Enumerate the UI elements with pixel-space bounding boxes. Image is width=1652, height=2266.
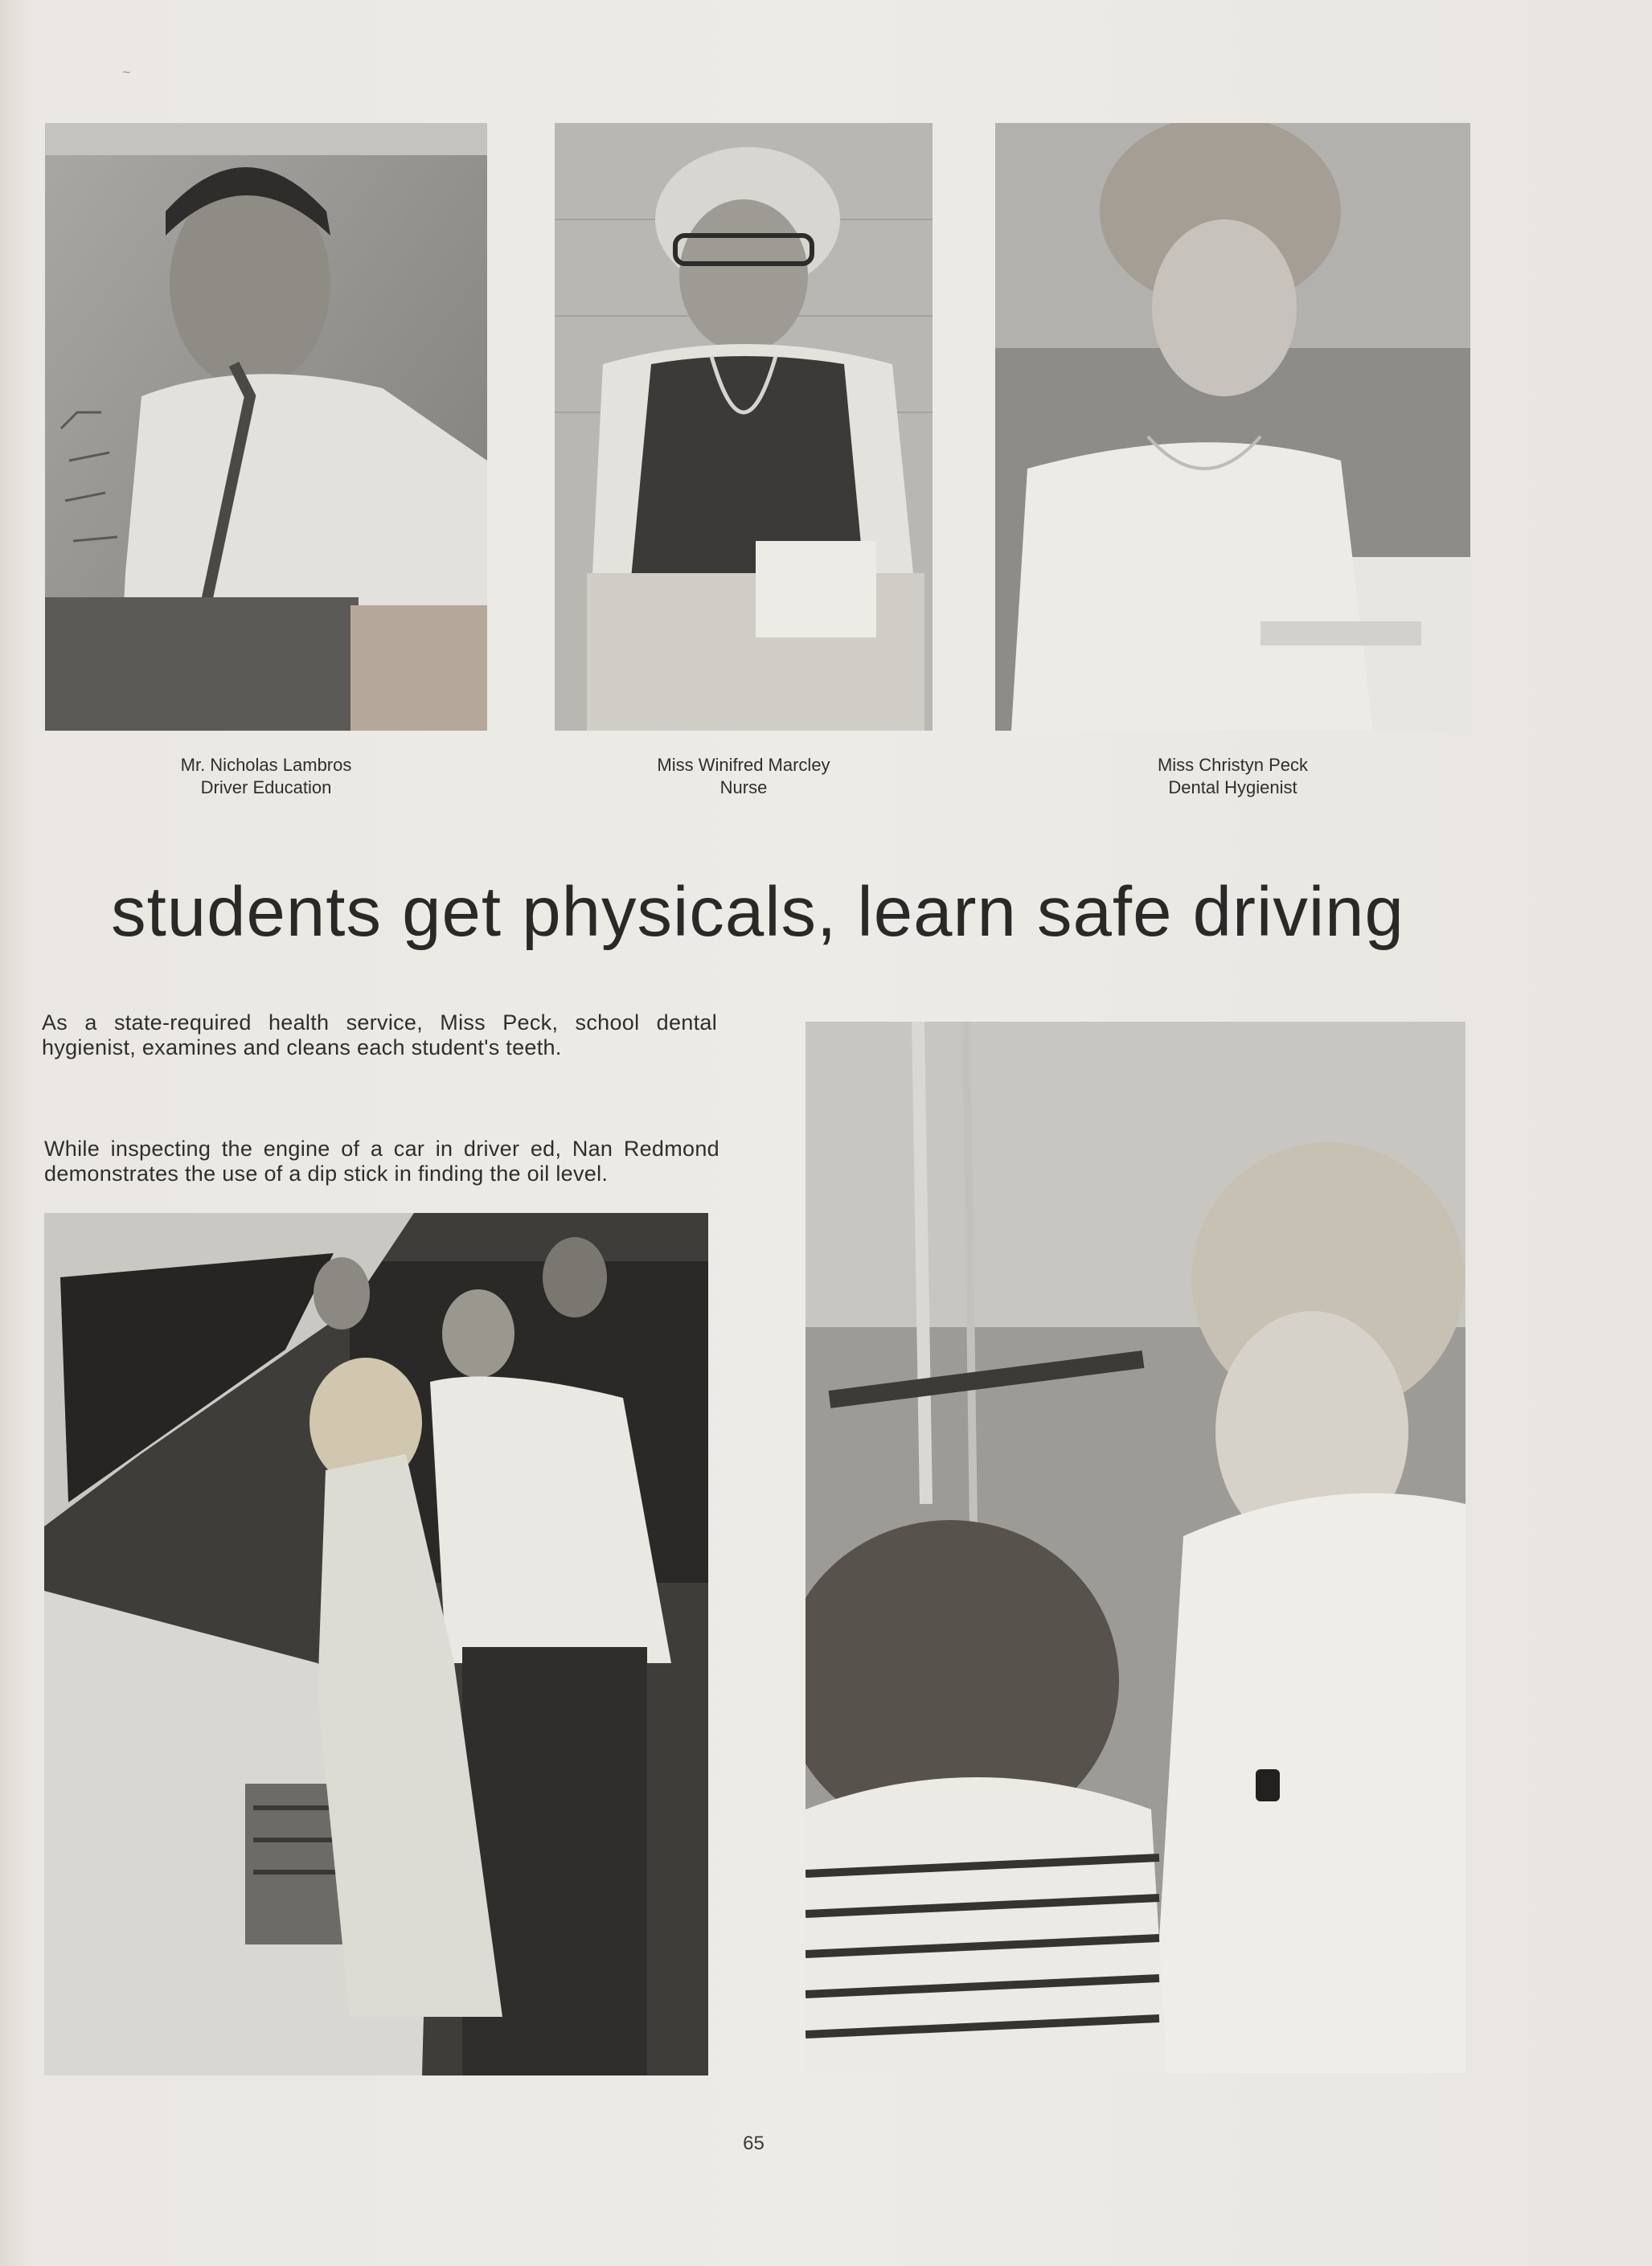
portrait-caption-marcley bbox=[555, 754, 933, 799]
dental-exam-photo bbox=[806, 1022, 1465, 2073]
driving-caption-text: While inspecting the engine of a car in driver ed, Nan Redmond demonstrates the use of a dip stick in finding the oil level. bbox=[44, 1137, 719, 1186]
portrait-name: Mr. Nicholas Lambros bbox=[180, 755, 352, 775]
page-number: 65 bbox=[743, 2133, 765, 2154]
corner-mark: ~ bbox=[122, 64, 131, 80]
portrait-photo-marcley bbox=[555, 123, 933, 731]
dental-caption-text: As a state-required health service, Miss Peck, school dental hygienist, examines and cleans each student's teeth. bbox=[42, 1010, 717, 1059]
portrait-caption-lambros bbox=[45, 754, 487, 799]
portrait-role: Nurse bbox=[719, 777, 768, 797]
portrait-photo-lambros bbox=[45, 123, 487, 731]
portrait-role: Dental Hygienist bbox=[1168, 777, 1297, 797]
portrait-name: Miss Christyn Peck bbox=[1157, 755, 1309, 775]
driver-ed-photo bbox=[44, 1213, 708, 2075]
portrait-role: Driver Education bbox=[200, 777, 332, 797]
portrait-name: Miss Winifred Marcley bbox=[657, 755, 830, 775]
portrait-photo-peck bbox=[995, 123, 1470, 731]
portrait-caption-peck bbox=[995, 754, 1470, 799]
page-headline: students get physicals, learn safe driving bbox=[111, 873, 1404, 951]
